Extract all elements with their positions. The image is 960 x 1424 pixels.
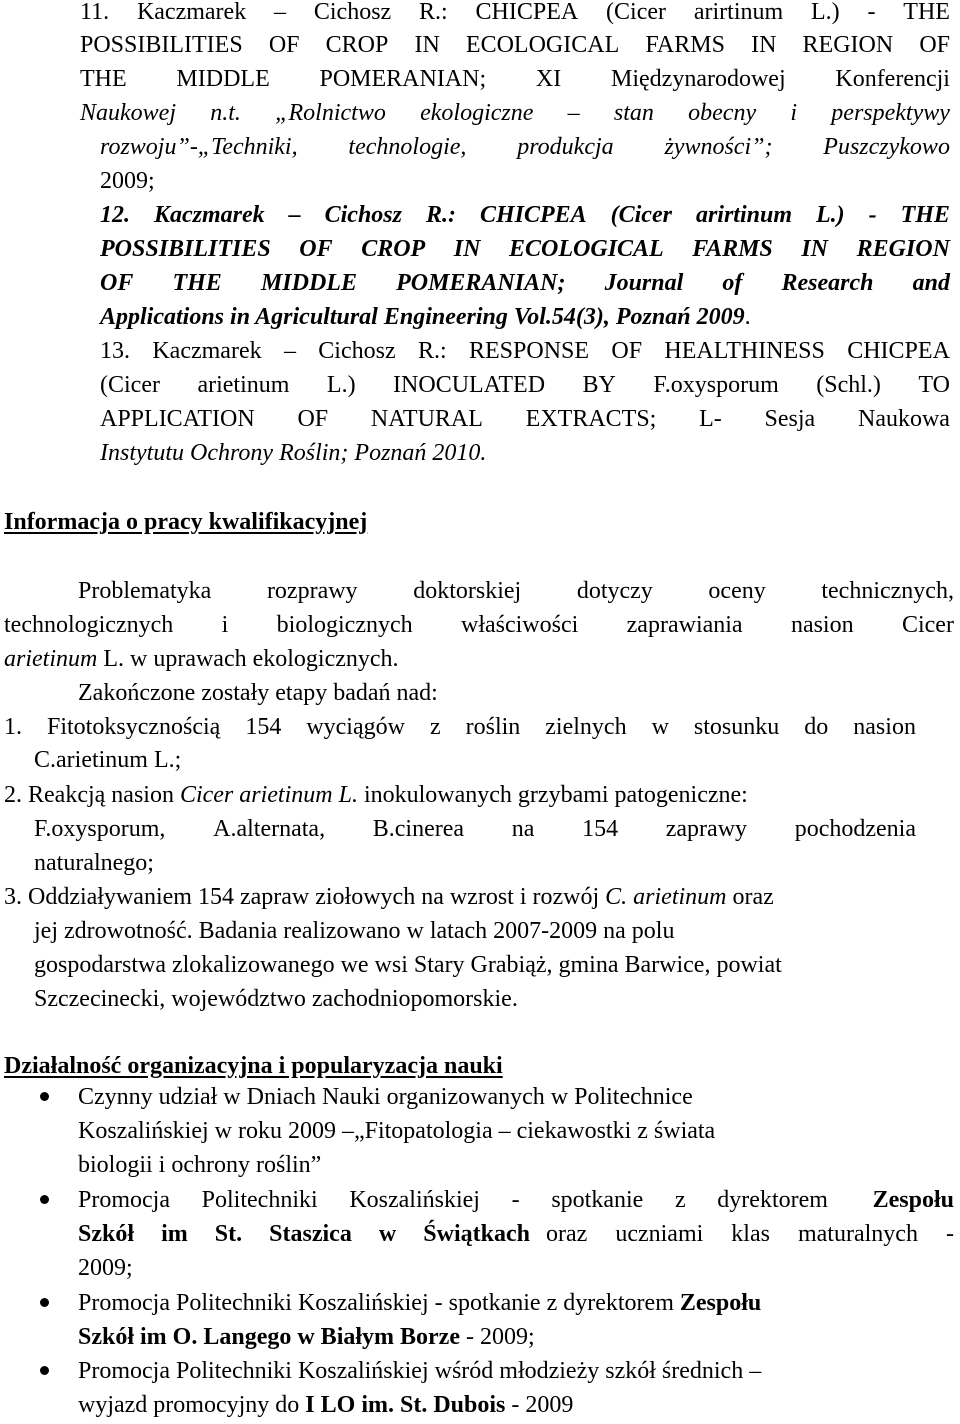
- ref-12-line-4: Applications in Agricultural Engineering Vol.54(3), Poznań 2009.: [100, 304, 751, 330]
- word: CROP: [325, 32, 389, 58]
- word: stan: [613, 100, 654, 126]
- word: FARMS: [692, 236, 773, 262]
- word: biologicznych: [276, 612, 413, 638]
- stage-2-line3: naturalnego;: [34, 850, 154, 876]
- word: do: [804, 714, 829, 740]
- word: n.t.: [210, 100, 241, 126]
- word: RESPONSE: [469, 338, 590, 364]
- word: zaprawiania: [626, 612, 743, 638]
- word: R.:: [417, 338, 447, 364]
- word: na: [511, 816, 535, 842]
- word: EXTRACTS;: [525, 406, 657, 432]
- word: nasion: [790, 612, 854, 638]
- thesis-para1-line1: [78, 576, 954, 606]
- word: 154: [245, 714, 282, 740]
- word: arietinum: [197, 372, 290, 398]
- word: INOCULATED: [393, 372, 546, 398]
- word: OF: [268, 32, 300, 58]
- word: IN: [751, 32, 777, 58]
- word: żywności”;: [664, 134, 773, 160]
- word: im: [161, 1221, 188, 1247]
- word: Koszalińskiej: [349, 1187, 480, 1213]
- word: ECOLOGICAL: [465, 32, 620, 58]
- word: CHICPEA: [475, 0, 579, 25]
- word: rozwoju”-„Techniki,: [100, 134, 298, 160]
- word: -: [511, 1187, 520, 1213]
- bullet-icon: [40, 1195, 49, 1204]
- stage-1-line1: [4, 712, 916, 742]
- word: L.): [815, 202, 845, 228]
- word: oceny: [708, 578, 766, 604]
- activity-1-line2: Koszalińskiej w roku 2009 –„Fitopatologia – ciekawostki z świata: [78, 1118, 716, 1144]
- stage-3-line2: jej zdrowotność. Badania realizowano w latach 2007-2009 na polu: [34, 918, 675, 944]
- word: OF: [299, 236, 333, 262]
- word: Puszczykowo: [823, 134, 950, 160]
- word: –: [274, 0, 287, 25]
- word: CROP: [361, 236, 426, 262]
- word: i: [790, 100, 798, 126]
- word: klas: [731, 1221, 770, 1247]
- bullet-icon: [40, 1366, 49, 1375]
- word: Sesja: [764, 406, 816, 432]
- word: 1.: [4, 714, 22, 740]
- word: technologicznych: [4, 612, 174, 638]
- word: –: [288, 202, 301, 228]
- word: Cichosz: [318, 338, 396, 364]
- word: REGION: [856, 236, 950, 262]
- word: stosunku: [693, 714, 780, 740]
- word: technologie,: [348, 134, 467, 160]
- word: IN: [414, 32, 440, 58]
- word: FARMS: [645, 32, 725, 58]
- word: APPLICATION: [100, 406, 255, 432]
- word: MIDDLE: [260, 270, 357, 296]
- word: THE: [80, 66, 127, 92]
- word: (Schl.): [816, 372, 881, 398]
- word: i: [221, 612, 229, 638]
- word: Kaczmarek: [136, 0, 247, 25]
- word: oraz: [546, 1221, 588, 1247]
- activity-2-line3: 2009;: [78, 1255, 133, 1281]
- word: perspektywy: [831, 100, 950, 126]
- word: OF: [100, 270, 134, 296]
- word: IN: [801, 236, 829, 262]
- word: z: [429, 714, 441, 740]
- stage-3-line1: 3. Oddziaływaniem 154 zapraw ziołowych na wzrost i rozwój C. arietinum oraz: [4, 884, 774, 910]
- word: Journal: [604, 270, 684, 296]
- word: (Cicer: [100, 372, 160, 398]
- stage-2-line1: 2. Reakcją nasion Cicer arietinum L. inokulowanych grzybami patogeniczne:: [4, 782, 748, 808]
- ref-11-line-1: [80, 0, 950, 27]
- ref-11-line-4: [80, 98, 950, 128]
- ref-13-line-3: [100, 404, 950, 434]
- word: A.alternata,: [213, 816, 326, 842]
- activity-1-line3: biologii i ochrony roślin”: [78, 1152, 322, 1178]
- word: w: [651, 714, 669, 740]
- word: (Cicer: [610, 202, 672, 228]
- word: technicznych,: [821, 578, 954, 604]
- word: Szkół: [78, 1221, 135, 1247]
- ref-12-line-2: [100, 234, 950, 264]
- word: Naukowej: [80, 100, 176, 126]
- word: –: [283, 338, 296, 364]
- word: NATURAL: [370, 406, 483, 432]
- word: Kaczmarek: [152, 338, 262, 364]
- thesis-para1-line3: arietinum L. w uprawach ekologicznych.: [4, 646, 399, 672]
- word: R.:: [425, 202, 456, 228]
- bullet-icon: [40, 1092, 49, 1101]
- word: OF: [297, 406, 329, 432]
- word: POSSIBILITIES: [100, 236, 271, 262]
- word: Świątkach: [423, 1221, 530, 1247]
- word: doktorskiej: [413, 578, 522, 604]
- word: Konferencji: [835, 66, 950, 92]
- word: HEALTHINESS: [664, 338, 825, 364]
- word: ekologiczne: [420, 100, 534, 126]
- word: Kaczmarek: [153, 202, 265, 228]
- activity-4-line2: wyjazd promocyjny do I LO im. St. Dubois - 2009: [78, 1392, 574, 1418]
- word: TO: [918, 372, 950, 398]
- thesis-para1-line2: [4, 610, 954, 640]
- word: rozprawy: [266, 578, 358, 604]
- activity-3-line2: Szkół im O. Langego w Białym Borze - 2009;: [78, 1324, 535, 1350]
- word: nasion: [853, 714, 916, 740]
- word: Promocja: [78, 1187, 170, 1213]
- word: dotyczy: [576, 578, 653, 604]
- ref-11-line-5: [100, 132, 950, 162]
- ref-13-line-4: Instytutu Ochrony Roślin; Poznań 2010.: [100, 440, 487, 466]
- word: zaprawy: [665, 816, 748, 842]
- word: POMERANIAN;: [396, 270, 566, 296]
- word: ECOLOGICAL: [509, 236, 664, 262]
- word: THE: [172, 270, 222, 296]
- stage-3-line3: gospodarstwa zlokalizowanego we wsi Stary Grabiąż, gmina Barwice, powiat: [34, 952, 782, 978]
- word: uczniami: [615, 1221, 704, 1247]
- stage-3-line4: Szczecinecki, województwo zachodniopomorskie.: [34, 986, 518, 1012]
- ref-12-line-1: [100, 200, 950, 230]
- word: BY: [582, 372, 616, 398]
- word: B.cinerea: [372, 816, 465, 842]
- word: Cicer: [901, 612, 954, 638]
- ref-13-line-2: [100, 370, 950, 400]
- word: Fitotoksycznością: [47, 714, 221, 740]
- word: Problematyka: [78, 578, 212, 604]
- word: -: [945, 1221, 954, 1247]
- word: z: [674, 1187, 686, 1213]
- stage-1-line2: C.arietinum L.;: [34, 747, 182, 773]
- activity-3-line1: Promocja Politechniki Koszalińskiej - spotkanie z dyrektorem Zespołu: [78, 1290, 762, 1316]
- word: Międzynarodowej: [611, 66, 786, 92]
- word: and: [912, 270, 950, 296]
- section-heading-thesis: Informacja o pracy kwalifikacyjnej: [4, 509, 368, 535]
- ref-11-line-2: [80, 30, 950, 60]
- word: 11.: [80, 0, 110, 25]
- word: 154: [582, 816, 619, 842]
- word: 13.: [100, 338, 130, 364]
- word: Naukowa: [857, 406, 950, 432]
- word: OF: [919, 32, 950, 58]
- word: R.:: [419, 0, 448, 25]
- word: roślin: [465, 714, 521, 740]
- word: F.oxysporum,: [34, 816, 166, 842]
- word: –: [567, 100, 580, 126]
- word: właściwości: [460, 612, 579, 638]
- word: arirtinum: [695, 202, 792, 228]
- word: produkcja: [517, 134, 614, 160]
- word: (Cicer: [606, 0, 667, 25]
- word: L.): [326, 372, 356, 398]
- ref-11-line-3: [80, 64, 950, 94]
- word: pochodzenia: [794, 816, 916, 842]
- word: zielnych: [545, 714, 627, 740]
- word: spotkanie: [551, 1187, 644, 1213]
- word: Research: [781, 270, 874, 296]
- word: OF: [611, 338, 643, 364]
- word: -: [867, 0, 876, 25]
- ref-11-line-6: 2009;: [100, 168, 155, 194]
- word: THE: [900, 202, 950, 228]
- word: -: [868, 202, 877, 228]
- word: F.oxysporum: [653, 372, 779, 398]
- activity-2-line1: Promocja Politechniki Koszalińskiej - spotkanie z dyrektorem Zespołu: [78, 1187, 954, 1213]
- activity-2-line2: [78, 1219, 954, 1249]
- stage-2-line2: [34, 814, 916, 844]
- word: maturalnych: [797, 1221, 918, 1247]
- word: obecny: [688, 100, 757, 126]
- word: XI: [535, 66, 562, 92]
- word: Cichosz: [313, 0, 392, 25]
- word: arirtinum: [693, 0, 784, 25]
- word: dyrektorem: [717, 1187, 828, 1213]
- thesis-para2: Zakończone zostały etapy badań nad:: [78, 680, 438, 706]
- word: REGION: [802, 32, 894, 58]
- word: THE: [903, 0, 950, 25]
- word: wyciągów: [306, 714, 405, 740]
- word: of: [722, 270, 743, 296]
- word: L.): [810, 0, 840, 25]
- word: Staszica: [269, 1221, 352, 1247]
- word: St.: [214, 1221, 243, 1247]
- bullet-icon: [40, 1298, 49, 1307]
- word: IN: [453, 236, 481, 262]
- ref-12-line-3: [100, 268, 950, 298]
- word: L-: [699, 406, 722, 432]
- section-heading-activity: Działalność organizacyjna i popularyzacja nauki: [4, 1053, 503, 1079]
- word: w: [378, 1221, 397, 1247]
- word: POMERANIAN;: [319, 66, 487, 92]
- activity-1-line1: Czynny udział w Dniach Nauki organizowanych w Politechnice: [78, 1084, 693, 1110]
- word: POSSIBILITIES: [80, 32, 243, 58]
- activity-4-line1: Promocja Politechniki Koszalińskiej wśród młodzieży szkół średnich –: [78, 1358, 762, 1384]
- ref-13-line-1: [100, 336, 950, 366]
- word: MIDDLE: [176, 66, 270, 92]
- word: CHICPEA: [847, 338, 950, 364]
- word: 12.: [100, 202, 130, 228]
- word: „Rolnictwo: [275, 100, 386, 126]
- word: Politechniki: [201, 1187, 318, 1213]
- word: CHICPEA: [479, 202, 587, 228]
- word: Cichosz: [324, 202, 402, 228]
